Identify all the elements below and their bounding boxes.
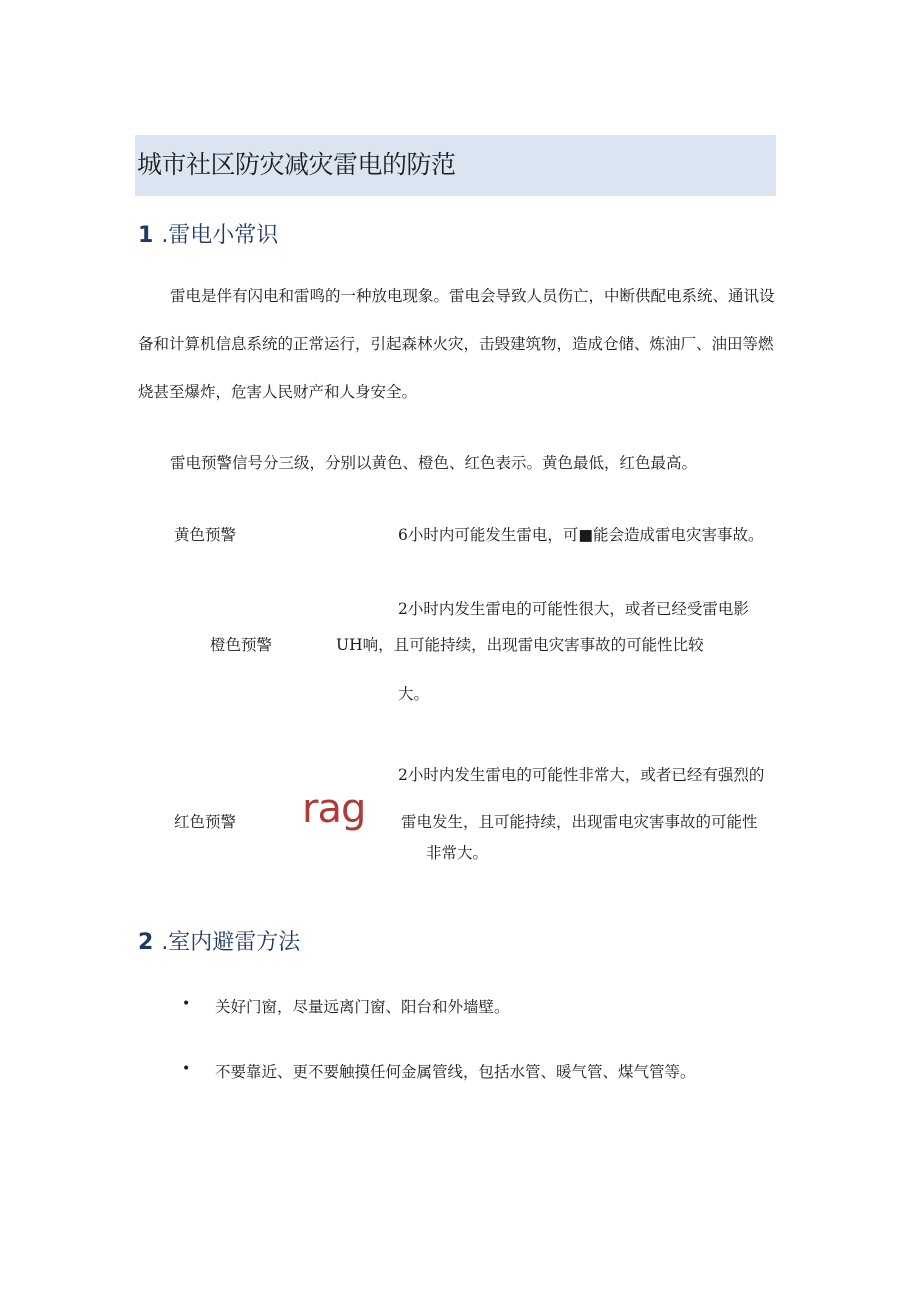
bullet-item-1: 关好门窗，尽量远离门窗、阳台和外墙壁。 xyxy=(215,998,510,1016)
warning-text-red-line-3: 非常大。 xyxy=(426,844,489,862)
section-2-number: 2 xyxy=(138,930,154,955)
warning-text-yellow-line-1: 6小时内可能发生雷电，可■能会造成雷电灾害事故。 xyxy=(398,526,764,544)
paragraph-1-line-2: 备和计算机信息系统的正常运行，引起森林火灾，击毁建筑物，造成仓储、炼油厂、油田等燃 xyxy=(138,335,774,353)
bullet-dot-2: • xyxy=(182,1061,191,1077)
warning-text-orange-line-1: 2小时内发生雷电的可能性很大，或者已经受雷电影 xyxy=(398,600,749,618)
warning-label-red: 红色预警 xyxy=(174,813,237,831)
warning-text-orange-line-2: UH响，且可能持续，出现雷电灾害事故的可能性比较 xyxy=(336,636,704,654)
bullet-dot-1: • xyxy=(182,996,191,1012)
section-1-title: .雷电小常识 xyxy=(161,223,279,248)
stamp-mark: rag xyxy=(302,786,366,832)
paragraph-1-line-1: 雷电是伴有闪电和雷鸣的一种放电现象。雷电会导致人员伤亡，中断供配电系统、通讯设 xyxy=(170,287,775,305)
page-title: 城市社区防灾减灾雷电的防范 xyxy=(137,150,456,179)
warning-text-orange-line-3: 大。 xyxy=(398,685,430,703)
warning-text-red-line-1: 2小时内发生雷电的可能性非常大，或者已经有强烈的 xyxy=(398,766,765,784)
paragraph-1-line-3: 烧甚至爆炸，危害人民财产和人身安全。 xyxy=(138,383,418,401)
title-banner xyxy=(135,135,776,196)
warning-label-orange: 橙色预警 xyxy=(210,636,273,654)
section-2-heading xyxy=(138,925,300,956)
warning-label-yellow: 黄色预警 xyxy=(174,526,237,544)
section-2-title: .室内避雷方法 xyxy=(161,930,301,955)
bullet-item-2: 不要靠近、更不要触摸任何金属管线，包括水管、暖气管、煤气管等。 xyxy=(215,1063,696,1081)
section-1-number: 1 xyxy=(138,223,154,248)
warning-text-red-line-2: 雷电发生，且可能持续，出现雷电灾害事故的可能性 xyxy=(401,813,758,831)
section-1-heading xyxy=(138,218,278,249)
paragraph-2: 雷电预警信号分三级，分别以黄色、橙色、红色表示。黄色最低，红色最高。 xyxy=(170,454,698,472)
